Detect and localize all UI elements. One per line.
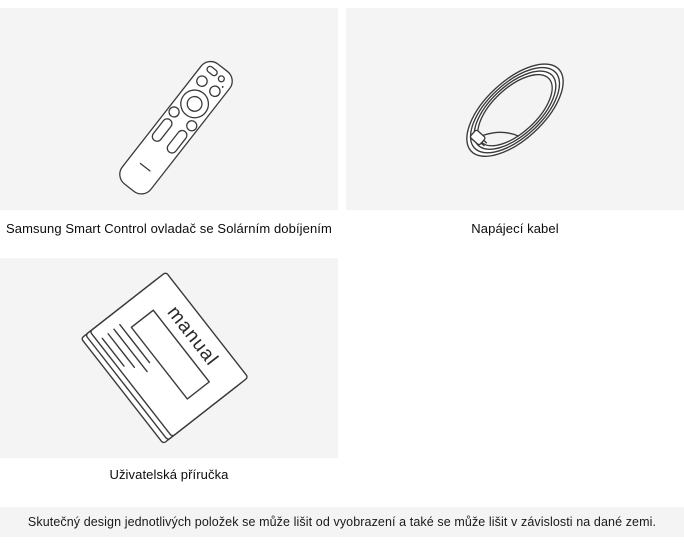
disclaimer-bar <box>0 507 684 537</box>
user-manual-illustration <box>67 258 271 458</box>
caption-remote-control: Samsung Smart Control ovladač se Solárním dobíjením <box>6 221 332 236</box>
tile-power-cable <box>346 8 684 210</box>
tile-user-manual <box>0 258 338 458</box>
caption-power-cable: Napájecí kabel <box>471 221 559 236</box>
remote-control-illustration <box>81 31 271 210</box>
caption-user-manual: Uživatelská příručka <box>109 467 229 482</box>
tile-remote-control <box>0 8 338 210</box>
manual-cover-label: manual <box>162 301 223 371</box>
disclaimer-text: Skutečný design jednotlivých položek se může lišit od vyobrazení a také se může lišit v závislosti na dané zemi. <box>27 515 657 529</box>
power-cable-illustration <box>415 12 615 210</box>
